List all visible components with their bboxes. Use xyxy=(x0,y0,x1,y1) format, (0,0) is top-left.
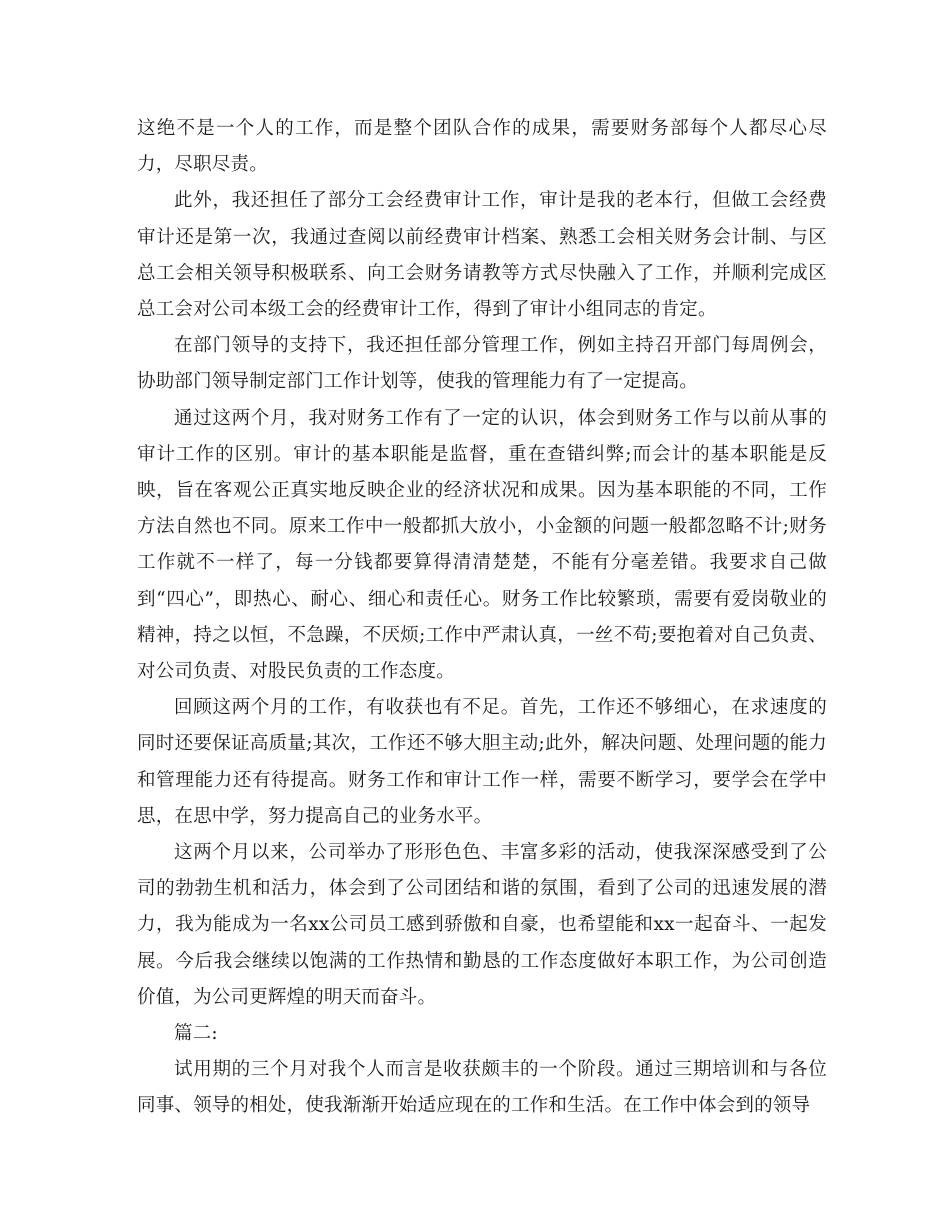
paragraph-finance-understanding: 通过这两个月，我对财务工作有了一定的认识，体会到财务工作与以前从事的审计工作的区别。审计的基本职能是监督，重在查错纠弊;而会计的基本职能是反映，旨在客观公正真实地反映企业的经济状况和成果。因为基本职能的不同，工作方法自然也不同。原来工作中一般都抓大放小，小金额的问题一般都忽略不计;财务工作就不一样了，每一分钱都要算得清清楚楚，不能有分毫差错。我要求自己做到“四心”，即热心、耐心、细心和责任心。财务工作比较繁琐，需要有爱岗敬业的精神，持之以恒，不急躁，不厌烦;工作中严肃认真，一丝不苟;要抱着对自己负责、对公司负责、对股民负责的工作态度。 xyxy=(137,407,827,683)
paragraph-probation: 试用期的三个月对我个人而言是收获颇丰的一个阶段。通过三期培训和与各位同事、领导的相处，使我渐渐开始适应现在的工作和生活。在工作中体会到的领导 xyxy=(137,1059,827,1117)
paragraph-continuation: 这绝不是一个人的工作，而是整个团队合作的成果，需要财务部每个人都尽心尽力，尽职尽责。 xyxy=(137,118,827,176)
paragraph-review: 回顾这两个月的工作，有收获也有不足。首先，工作还不够细心，在求速度的同时还要保证高质量;其次，工作还不够大胆主动;此外，解决问题、处理问题的能力和管理能力还有待提高。财务工作和审计工作一样，需要不断学习，要学会在学中思，在思中学，努力提高自己的业务水平。 xyxy=(137,697,827,827)
paragraph-union-audit: 此外，我还担任了部分工会经费审计工作，审计是我的老本行，但做工会经费审计还是第一次，我通过查阅以前经费审计档案、熟悉工会相关财务会计制、与区总工会相关领导积极联系、向工会财务请教等方式尽快融入了工作，并顺利完成区总工会对公司本级工会的经费审计工作，得到了审计小组同志的肯定。 xyxy=(137,190,827,321)
paragraph-company-activities: 这两个月以来，公司举办了形形色色、丰富多彩的活动，使我深深感受到了公司的勃勃生机和活力，体会到了公司团结和谐的氛围，看到了公司的迅速发展的潜力，我为能成为一名xx公司员工感到骄傲和自豪，也希望能和xx一起奋斗、一起发展。今后我会继续以饱满的工作热情和勤恳的工作态度做好本职工作，为公司创造价值，为公司更辉煌的明天而奋斗。 xyxy=(137,842,827,1008)
document-body xyxy=(137,111,827,1125)
paragraph-management: 在部门领导的支持下，我还担任部分管理工作，例如主持召开部门每周例会，协助部门领导制定部门工作计划等，使我的管理能力有了一定提高。 xyxy=(137,335,827,393)
section-heading-part-two: 篇二: xyxy=(174,1023,218,1045)
